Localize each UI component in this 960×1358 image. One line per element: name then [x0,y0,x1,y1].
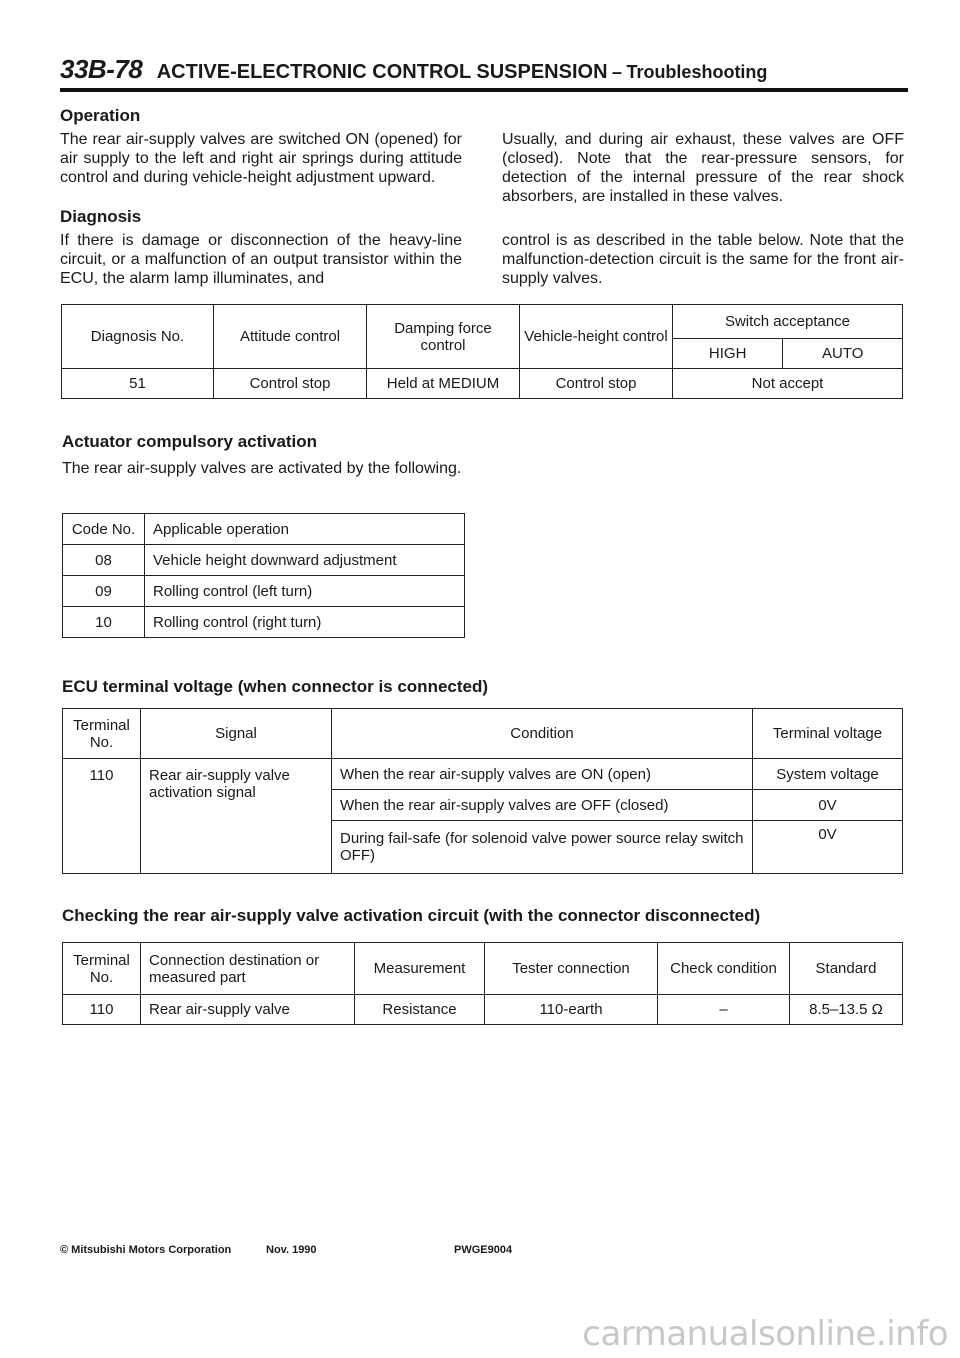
diagnosis-heading: Diagnosis [60,207,142,226]
cell-code: 08 [63,545,145,576]
page-number: 33B-78 [60,54,143,84]
table-row [63,995,903,1025]
footer-code: PWGE9004 [454,1244,513,1256]
cell-terminal: 110 [63,995,141,1025]
actuator-text: The rear air-supply valves are activated by the following. [62,460,462,477]
table-row [63,545,465,576]
header-auto: AUTO [783,339,903,369]
cell-voltage: 0V [753,790,903,821]
header-terminal-no: Terminal No. [63,709,141,759]
cell-damping: Held at MEDIUM [367,369,520,399]
check-circuit-table [62,942,903,1025]
cell-diagnosis-no: 51 [62,369,214,399]
table-row [63,576,465,607]
actuator-heading: Actuator compulsory activation [62,432,318,451]
table-row [63,759,903,790]
ecu-voltage-table [62,708,903,874]
cell-condition: When the rear air-supply valves are OFF (closed) [332,790,753,821]
cell-switch-acceptance: Not accept [673,369,903,399]
watermark: carmanualsonline.info [582,1314,948,1354]
header-condition: Condition [332,709,753,759]
footer-date: Nov. 1990 [266,1244,317,1256]
section-title: ACTIVE-ELECTRONIC CONTROL SUSPENSION [156,61,608,83]
section-subtitle: Troubleshooting [626,62,768,82]
header-separator: – [611,62,622,82]
cell-measurement: Resistance [355,995,485,1025]
header-signal: Signal [141,709,332,759]
header-terminal-voltage: Terminal voltage [753,709,903,759]
cell-condition: When the rear air-supply valves are ON (open) [332,759,753,790]
cell-attitude: Control stop [214,369,367,399]
header-attitude-control: Attitude control [214,305,367,369]
header-tester-connection: Tester connection [485,943,658,995]
table-row [62,369,903,399]
cell-operation: Vehicle height downward adjustment [145,545,465,576]
check-circuit-heading: Checking the rear air-supply valve activation circuit (with the connector disconnected) [62,906,761,925]
header-applicable-operation: Applicable operation [145,514,465,545]
operation-text-right: Usually, and during air exhaust, these valves are OFF (closed). Note that the rear-pressure sensors, for detection of the internal pressure of the rear shock absorbers, are installed in these valves. [502,131,904,205]
cell-vehicle-height: Control stop [520,369,673,399]
cell-signal: Rear air-supply valve activation signal [141,759,332,874]
cell-tester: 110-earth [485,995,658,1025]
header-standard: Standard [790,943,903,995]
page-header [60,54,908,92]
cell-code: 09 [63,576,145,607]
cell-voltage: 0V [753,821,903,874]
footer-copyright: © Mitsubishi Motors Corporation [60,1244,232,1256]
header-damping-force: Damping force control [367,305,520,369]
header-diagnosis-no: Diagnosis No. [62,305,214,369]
header-connection-destination: Connection destination or measured part [141,943,355,995]
cell-destination: Rear air-supply valve [141,995,355,1025]
cell-standard: 8.5–13.5 Ω [790,995,903,1025]
cell-terminal: 110 [63,759,141,874]
header-measurement: Measurement [355,943,485,995]
cell-operation: Rolling control (left turn) [145,576,465,607]
header-switch-acceptance: Switch acceptance [673,305,903,339]
actuator-table [62,513,465,638]
operation-heading: Operation [60,106,141,125]
header-high: HIGH [673,339,783,369]
cell-voltage: System voltage [753,759,903,790]
cell-condition: During fail-safe (for solenoid valve power source relay switch OFF) [332,821,753,874]
header-code-no: Code No. [63,514,145,545]
header-vehicle-height: Vehicle-height control [520,305,673,369]
diagnosis-text-right: control is as described in the table below. Note that the malfunction-detection circuit is the same for the front air-supply valves. [502,232,904,287]
diagnosis-table [61,304,903,399]
cell-check-condition: – [658,995,790,1025]
ecu-voltage-heading: ECU terminal voltage (when connector is connected) [62,677,489,696]
diagnosis-text-left: If there is damage or disconnection of the heavy-line circuit, or a malfunction of an output transistor within the ECU, the alarm lamp illuminates, and [60,232,462,287]
operation-text-left: The rear air-supply valves are switched ON (opened) for air supply to the left and right air springs during attitude control and during vehicle-height adjustment upward. [60,131,462,186]
table-row [63,607,465,638]
cell-operation: Rolling control (right turn) [145,607,465,638]
header-terminal-no: Terminal No. [63,943,141,995]
cell-code: 10 [63,607,145,638]
header-check-condition: Check condition [658,943,790,995]
